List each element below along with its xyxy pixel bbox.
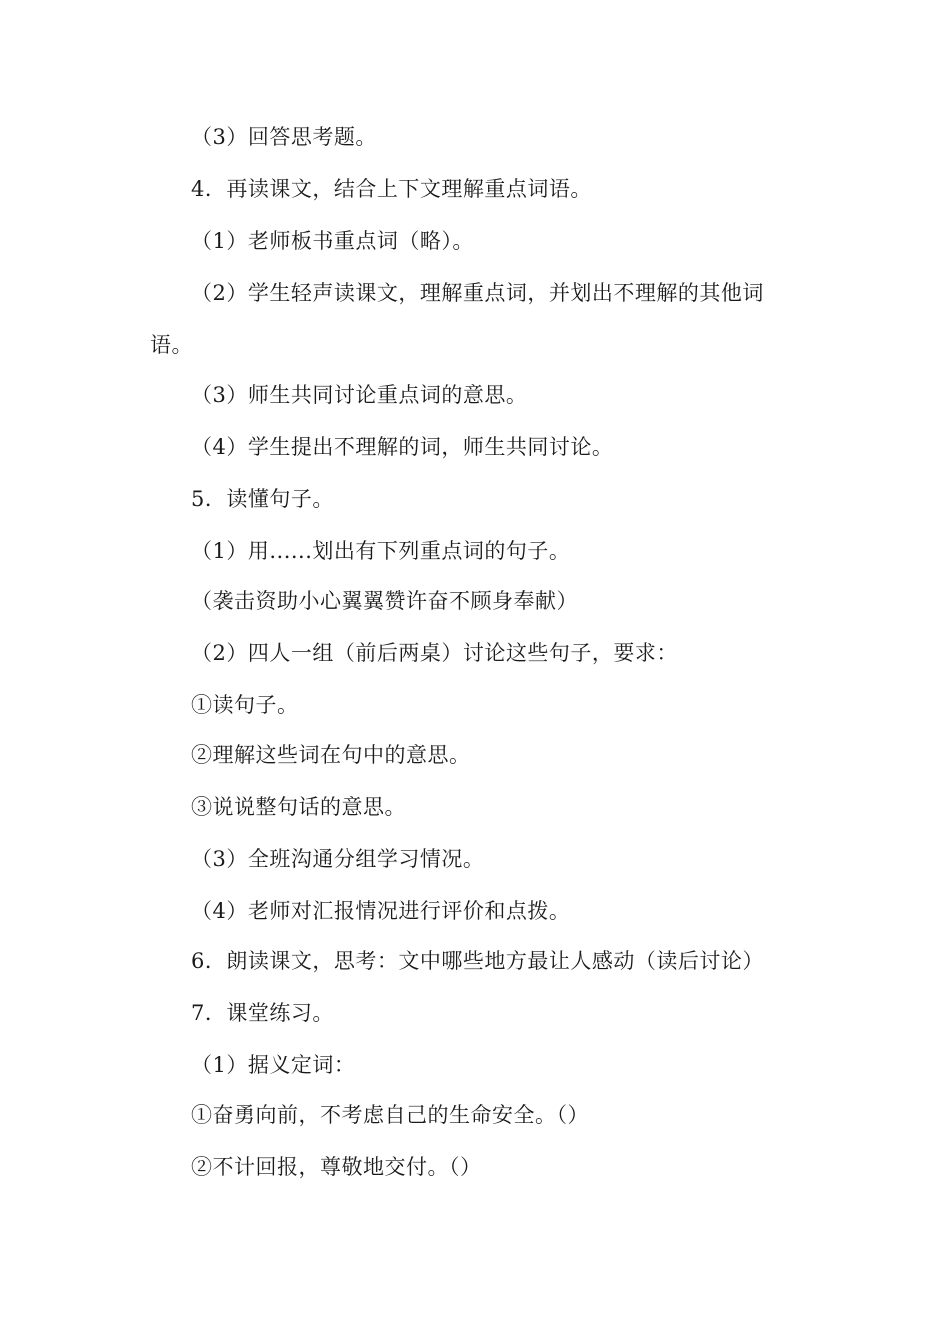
- text-line: （1）用......划出有下列重点词的句子。: [191, 539, 571, 563]
- text-line: 4．再读课文，结合上下文理解重点词语。: [191, 177, 592, 201]
- text-line: 6．朗读课文，思考：文中哪些地方最让人感动（读后讨论）: [191, 949, 764, 973]
- text-line: 5．读懂句子。: [191, 487, 334, 511]
- text-line: （2）学生轻声读课文，理解重点词，并划出不理解的其他词: [191, 281, 764, 305]
- text-line: （1）老师板书重点词（略）。: [191, 229, 474, 253]
- text-line: （1）据义定词：: [191, 1053, 356, 1077]
- text-line: （3）回答思考题。: [191, 125, 377, 149]
- text-line: 7．课堂练习。: [191, 1001, 334, 1025]
- text-line: ②不计回报，尊敬地交付。（）: [191, 1155, 482, 1179]
- text-line: 语。: [150, 333, 193, 357]
- text-line: （3）师生共同讨论重点词的意思。: [191, 383, 528, 407]
- text-line: ①奋勇向前，不考虑自己的生命安全。（）: [191, 1103, 589, 1127]
- text-line: ③说说整句话的意思。: [191, 795, 406, 819]
- text-line: （袭击资助小心翼翼赞许奋不顾身奉献）: [191, 589, 578, 613]
- text-line: ①读句子。: [191, 693, 299, 717]
- text-line: （4）学生提出不理解的词，师生共同讨论。: [191, 435, 614, 459]
- text-line: （2）四人一组（前后两桌）讨论这些句子，要求：: [191, 641, 678, 665]
- text-line: ②理解这些词在句中的意思。: [191, 743, 471, 767]
- text-line: （4）老师对汇报情况进行评价和点拨。: [191, 899, 571, 923]
- text-line: （3）全班沟通分组学习情况。: [191, 847, 485, 871]
